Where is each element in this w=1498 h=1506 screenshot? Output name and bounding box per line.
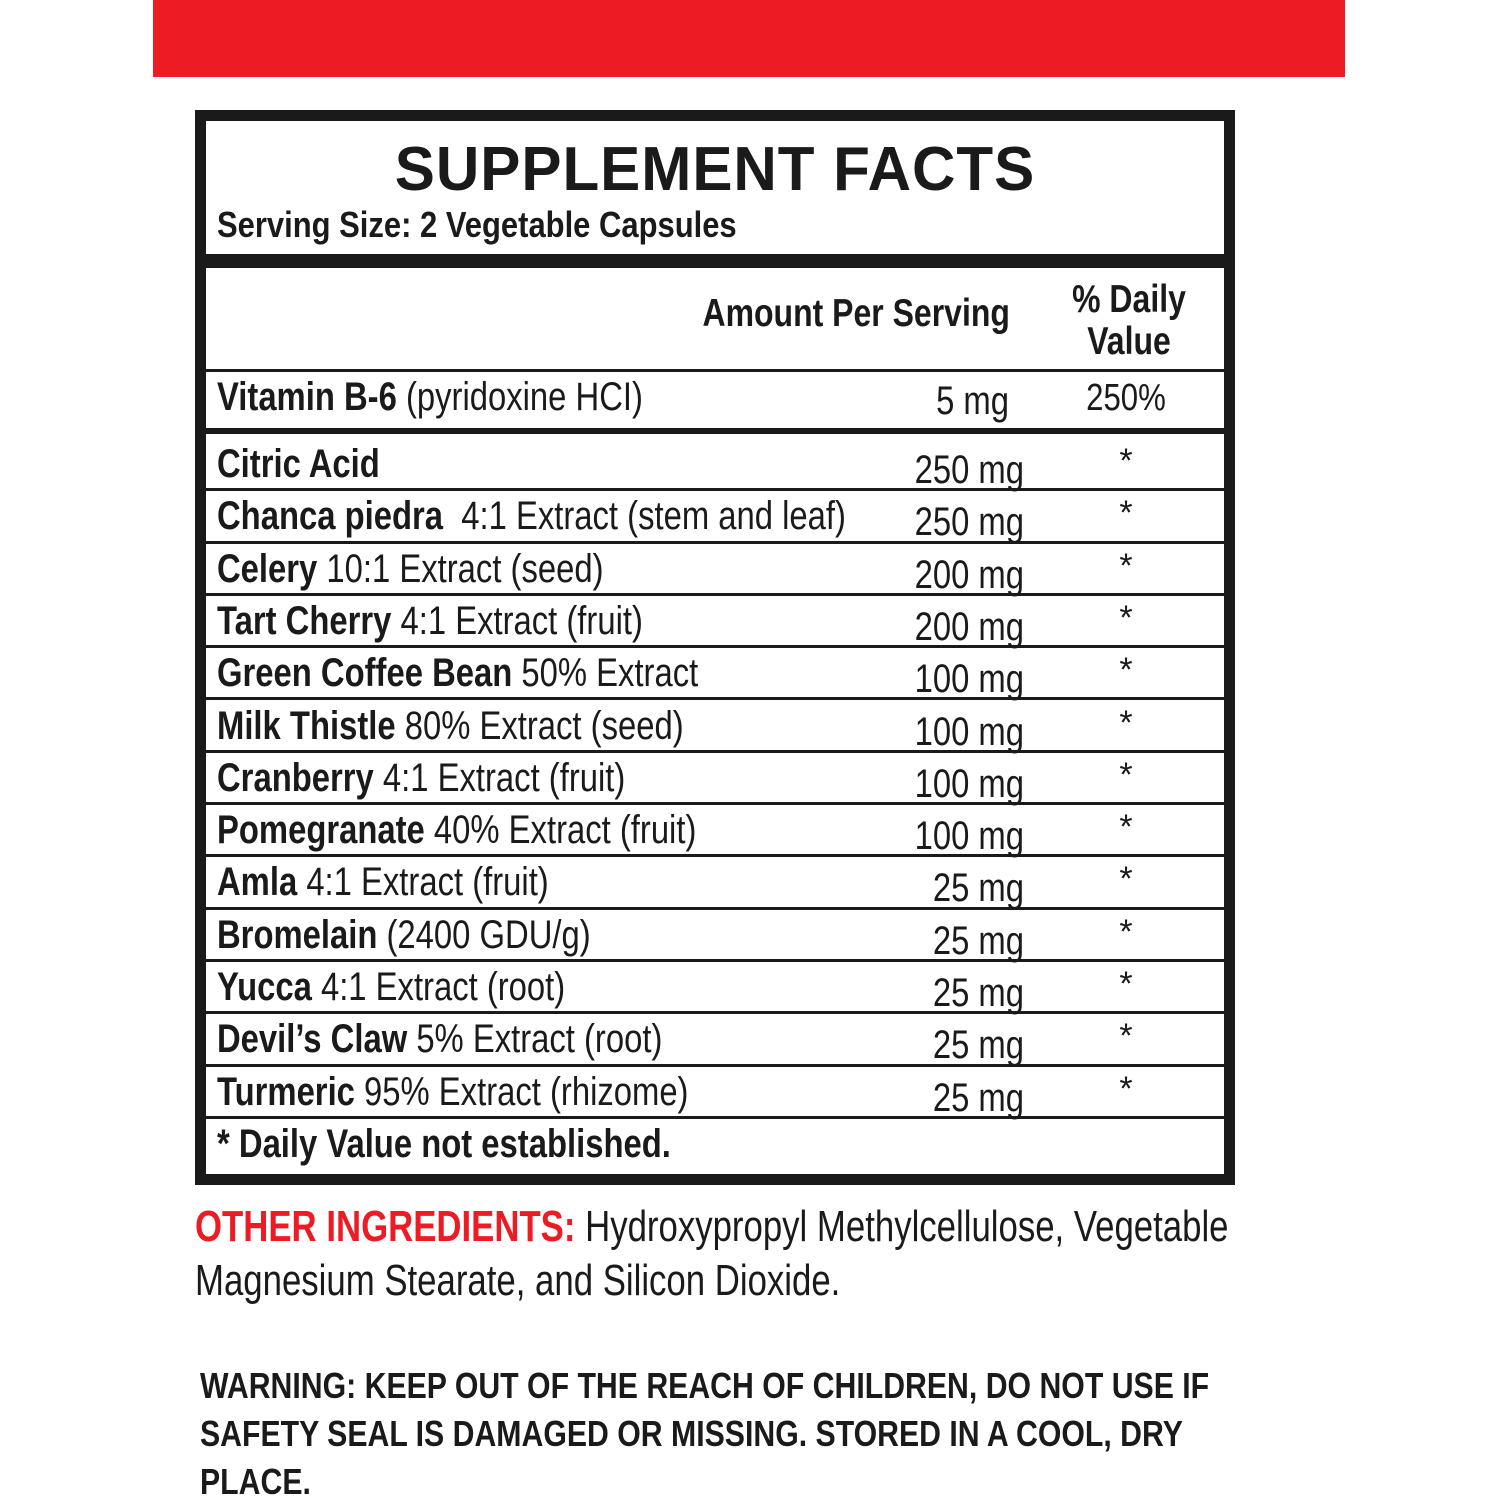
ingredient-name: [217, 1016, 662, 1062]
warning-text: [200, 1362, 1240, 1506]
other-ingredients-text1: Hydroxypropyl Methylcellulose, Vegetable: [575, 1202, 1229, 1251]
ingredient-description: 4:1 Extract (fruit): [297, 860, 549, 905]
ingredient-description: 80% Extract (seed): [395, 703, 684, 748]
ingredient-name: [217, 859, 549, 905]
top-red-banner: [153, 0, 1345, 77]
ingredient-bold-name: Turmeric: [217, 1069, 355, 1114]
ingredient-daily-value: *: [1119, 1069, 1133, 1108]
ingredient-name: [217, 441, 380, 487]
ingredient-daily-value: *: [1119, 755, 1133, 794]
ingredient-amount: 5 mg: [936, 379, 1009, 423]
ingredient-description: 4:1 Extract (root): [311, 965, 566, 1009]
warning-line1: WARNING: KEEP OUT OF THE REACH OF CHILDREN, DO NOT USE IF: [200, 1365, 1210, 1406]
ingredient-bold-name: Tart Cherry: [217, 598, 392, 643]
ingredient-amount: 25 mg: [932, 1023, 1024, 1068]
ingredient-daily-value: *: [1119, 598, 1133, 637]
ingredient-amount: 250 mg: [914, 448, 1024, 492]
table-row: [206, 701, 1224, 753]
table-row: [206, 805, 1224, 857]
ingredient-description: 5% Extract (root): [407, 1017, 663, 1062]
ingredient-bold-name: Chanca piedra: [217, 494, 444, 539]
ingredient-name: [217, 650, 698, 696]
table-row: [206, 544, 1224, 596]
table-row: [206, 648, 1224, 700]
ingredient-name: [217, 703, 684, 749]
ingredient-bold-name: Pomegranate: [217, 808, 425, 853]
warning-line3: PLACE.: [200, 1461, 311, 1502]
ingredient-description: (pyridoxine HCI): [396, 375, 643, 419]
other-ingredients-label: OTHER INGREDIENTS:: [195, 1202, 576, 1251]
ingredient-name: [217, 1069, 688, 1115]
ingredient-description: (2400 GDU/g): [377, 912, 591, 957]
ingredient-bold-name: Citric Acid: [217, 442, 380, 486]
table-row: [206, 1067, 1224, 1119]
table-row: [206, 596, 1224, 648]
ingredient-amount: 100 mg: [914, 657, 1024, 702]
table-row: [206, 910, 1224, 962]
ingredient-name: [217, 964, 565, 1010]
ingredient-bold-name: Bromelain: [217, 912, 378, 957]
ingredient-bold-name: Yucca: [217, 965, 312, 1009]
ingredient-name: [217, 374, 643, 420]
table-row: [206, 491, 1224, 543]
ingredient-bold-name: Celery: [217, 546, 318, 591]
ingredient-bold-name: Green Coffee Bean: [217, 651, 513, 696]
table-row: [206, 753, 1224, 805]
other-ingredients: [195, 1200, 1255, 1308]
table-row: [206, 372, 1224, 434]
ingredient-description: 4:1 Extract (fruit): [373, 755, 626, 800]
ingredient-bold-name: Cranberry: [217, 755, 374, 800]
serving-size: Serving Size: 2 Vegetable Capsules: [217, 204, 737, 245]
ingredient-name: [217, 912, 591, 958]
daily-value-footnote: * Daily Value not established.: [217, 1122, 671, 1166]
header-daily-value: [1068, 279, 1191, 363]
header-amount-per-serving: Amount Per Serving: [702, 292, 1010, 335]
thick-divider: [206, 254, 1224, 268]
header-dv-line1: % Daily: [1072, 278, 1186, 321]
ingredient-daily-value: *: [1119, 965, 1133, 1003]
other-ingredients-line2: Magnesium Stearate, and Silicon Dioxide.: [195, 1256, 841, 1305]
ingredient-name: [217, 546, 604, 592]
ingredient-name: [217, 807, 696, 853]
ingredient-daily-value: *: [1119, 651, 1133, 690]
ingredient-name: [217, 755, 625, 801]
ingredient-name: [217, 493, 846, 539]
ingredient-amount: 200 mg: [914, 552, 1024, 597]
ingredient-bold-name: Amla: [217, 860, 298, 905]
table-row: [206, 439, 1224, 491]
ingredient-daily-value: *: [1119, 808, 1133, 847]
ingredient-amount: 25 mg: [932, 971, 1024, 1015]
ingredient-description: 50% Extract: [512, 651, 699, 696]
ingredient-amount: 200 mg: [914, 604, 1024, 649]
table-row: [206, 1014, 1224, 1066]
table-row: [206, 962, 1224, 1014]
ingredient-amount: 100 mg: [914, 761, 1024, 806]
ingredient-description: 4:1 Extract (stem and leaf): [443, 494, 846, 539]
ingredient-amount: 100 mg: [914, 709, 1024, 754]
ingredient-description: 95% Extract (rhizome): [354, 1069, 689, 1114]
ingredient-bold-name: Devil’s Claw: [217, 1017, 408, 1062]
ingredient-description: 4:1 Extract (fruit): [391, 598, 643, 643]
ingredient-daily-value: *: [1119, 442, 1133, 480]
ingredient-daily-value: *: [1119, 494, 1133, 533]
panel-title: SUPPLEMENT FACTS: [394, 135, 1036, 204]
ingredient-daily-value: *: [1119, 703, 1133, 742]
other-ingredients-line1: [195, 1200, 1229, 1254]
ingredient-amount: 25 mg: [932, 866, 1024, 911]
ingredient-daily-value: *: [1119, 1017, 1133, 1056]
supplement-facts-panel: [195, 110, 1235, 1185]
ingredient-daily-value: *: [1119, 860, 1133, 899]
ingredient-bold-name: Milk Thistle: [217, 703, 396, 748]
ingredient-amount: 100 mg: [914, 814, 1024, 859]
warning-line2: SAFETY SEAL IS DAMAGED OR MISSING. STORED IN A COOL, DRY: [200, 1413, 1183, 1454]
ingredient-amount: 250 mg: [914, 500, 1024, 545]
ingredient-daily-value: *: [1119, 546, 1133, 585]
table-row: [206, 857, 1224, 909]
ingredient-amount: 25 mg: [932, 1075, 1024, 1120]
ingredient-bold-name: Vitamin B-6: [217, 375, 397, 419]
ingredient-name: [217, 598, 643, 644]
ingredient-amount: 25 mg: [932, 918, 1024, 963]
ingredient-description: 40% Extract (fruit): [424, 808, 697, 853]
ingredient-daily-value: 250%: [1086, 377, 1166, 419]
ingredient-description: 10:1 Extract (seed): [317, 546, 604, 591]
ingredient-daily-value: *: [1119, 912, 1133, 951]
header-dv-line2: Value: [1087, 320, 1171, 363]
